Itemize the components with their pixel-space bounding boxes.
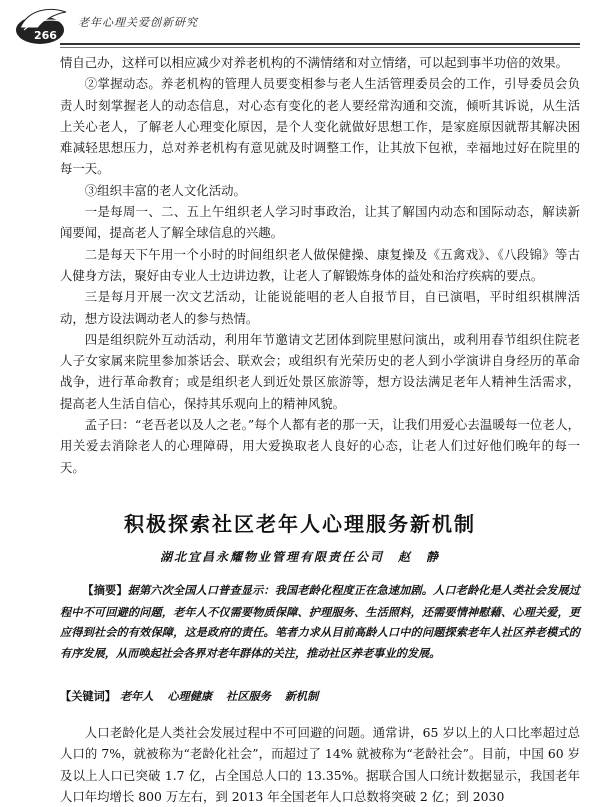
paragraph: 孟子曰：“老吾老以及人之老。”每个人都有老的那一天，让我们用爱心去温暖每一位老人，用关爱去消除老人的心理障碍，用大爱换取老人良好的心态，让老人们过好他们晚年的每一天。 xyxy=(60,417,580,475)
keyword: 新机制 xyxy=(284,689,319,703)
intro-text xyxy=(60,722,580,807)
paragraph: 人口老龄化是人类社会发展过程中不可回避的问题。通常讲，65 岁以上的人口比率超过总人口的 7%，就被称为“老龄化社会”，而超过了 14% 就被称为“老龄社会”。目前，中国 60 岁及以上人口已突破 1.7 亿，占全国总人口的 13.35%。据联合国人口统计数据显示，我国老年人口年均增长 800 万左右，到 2013 年全国老年人口总数将突破 2 亿；到 2030 xyxy=(60,725,580,804)
keyword: 心理健康 xyxy=(167,689,213,703)
paragraph: 四是组织院外互动活动，利用年节邀请文艺团体到院里慰问演出，或利用春节组织住院老人子女家属来院里参加茶话会、联欢会；或组织有光荣历史的老人到小学演讲自身经历的革命战争，进行革命教育；或是组织老人到近处景区旅游等，想方设法满足老年人精神生活需求，提高老人生活自信心，保持其乐观向上的精神风貌。 xyxy=(60,331,580,411)
keywords-label: 【关键词】 xyxy=(60,690,116,703)
article-title: 积极探索社区老年人心理服务新机制 xyxy=(124,512,476,536)
keyword: 社区服务 xyxy=(226,689,271,703)
keyword: 老年人 xyxy=(119,689,154,703)
header-rule xyxy=(60,43,580,45)
bird-logo-icon xyxy=(14,6,72,46)
abstract-label: 【摘要】 xyxy=(82,584,128,597)
paragraph: 一是每周一、二、五上午组织老人学习时事政治，让其了解国内动态和国际动态，解读新闻要闻，提高老人了解全球信息的兴趣。 xyxy=(60,204,580,241)
paragraph: 二是每天下午用一个小时的时间组织老人做保健操、康复操及《五禽戏》、《八段锦》等古人健身方法，聚好由专业人士边讲边教，让老人了解锻炼身体的益处和治疗疾病的要点。 xyxy=(60,246,580,283)
body-text xyxy=(60,52,580,478)
paragraph: ③组织丰富的老人文化活动。 xyxy=(84,182,246,198)
page-number: 266 xyxy=(34,29,57,42)
abstract-text: 据第六次全国人口普查显示：我国老龄化程度正在急速加剧。人口老龄化是人类社会发展过程中不可回避的问题，老年人不仅需要物质保障、护理服务、生活照料，还需要情神慰藉、心理关爱，更应得到社会的有效保障，这是政府的责任。笔者力求从目前高龄人口中的问题探索老年人社区养老模式的有序发展，从而唤起社会各界对老年群体的关注，推动社区养老事业的发展。 xyxy=(60,583,580,660)
paragraph: 情自己办，这样可以相应减少对养老机构的不满情绪和对立情绪，可以起到事半功倍的效果。 xyxy=(60,55,569,70)
abstract xyxy=(60,580,580,663)
running-title: 老年心理关爱创新研究 xyxy=(78,16,198,29)
paragraph: 三是每月开展一次文艺活动，让能说能唱的老人自报节目，自已演唱，平时组织棋牌活动，想方设法调动老人的参与热情。 xyxy=(60,289,580,326)
header-rule-thin xyxy=(60,47,580,48)
page-header xyxy=(0,0,600,52)
keywords xyxy=(60,688,580,704)
paragraph: ②掌握动态。养老机构的管理人员要变相参与老人生活管理委员会的工作，引导委员会负责人时刻掌握老人的动态信息，对心态有变化的老人要经常沟通和交流，倾听其诉说，从生活上关心老人，了解老人心理变化原因，是个人变化就做好思想工作，是家庭原因就帮其解决困难减轻思想压力，总对养老机构有意见就及时调整工作，让其放下包袱，幸福地过好在院里的每一天。 xyxy=(60,76,580,177)
article-byline: 湖北宜昌永耀物业管理有限责任公司 赵 静 xyxy=(159,550,440,564)
